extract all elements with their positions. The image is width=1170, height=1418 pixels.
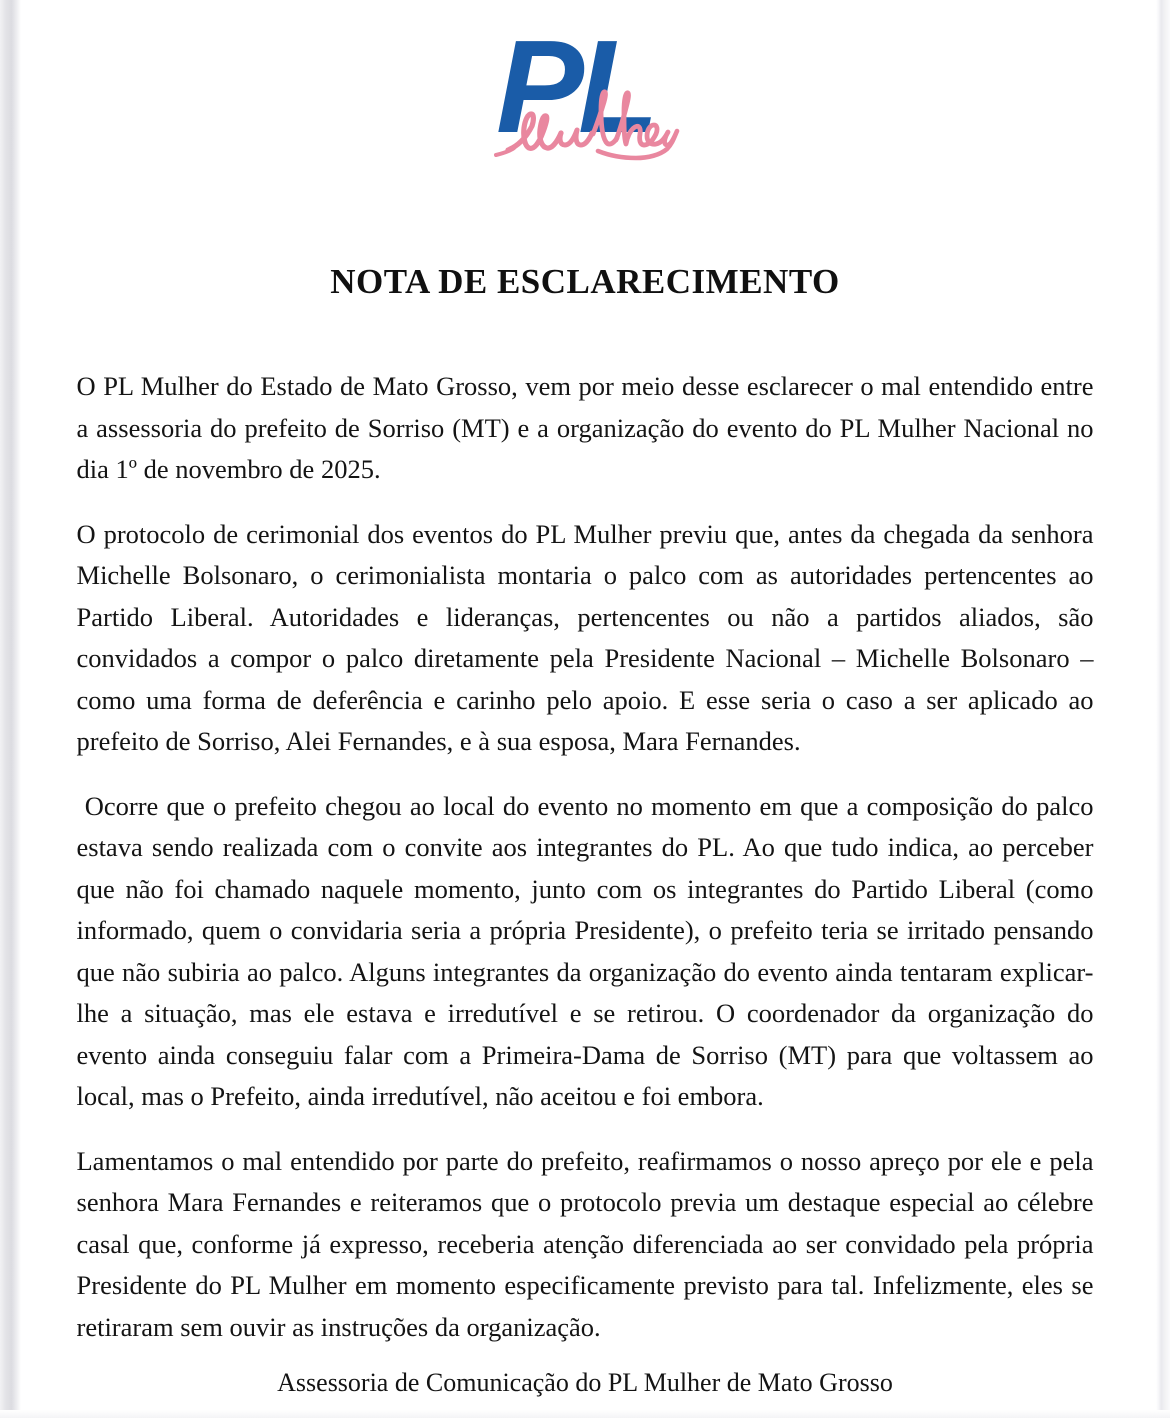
- paragraph-3: Ocorre que o prefeito chegou ao local do evento no momento em que a composição do palco estava sendo realizada com o convite aos integrantes do PL. Ao que tudo indica, ao perceber que não foi chamado naquele momento, junto com os integrantes do Partido Liberal (como informado, quem o convidaria seria a própria Presidente), o prefeito teria se irritado pensando que não subiria ao palco. Alguns integrantes da organização do evento ainda tentaram explicar-lhe a situação, mas ele estava e irredutível e se retirou. O coordenador da organização do evento ainda conseguiu falar com a Primeira-Dama de Sorriso (MT) para que voltassem ao local, mas o Prefeito, ainda irredutível, não aceitou e foi embora.: [76, 790, 1094, 1111]
- pl-mulher-logo-icon: [490, 14, 680, 166]
- logo-header: [0, 0, 1170, 170]
- document-body: [77, 302, 1094, 1348]
- svg-text:PL: PL: [496, 14, 653, 160]
- paragraph-1: O PL Mulher do Estado de Mato Grosso, vem por meio desse esclarecer o mal entendido entre a assessoria do prefeito de Sorriso (MT) e a organização do evento do PL Mulher Nacional no dia 1º de novembro de 2025.: [76, 371, 1094, 484]
- paragraph-4: Lamentamos o mal entendido por parte do prefeito, reafirmamos o nosso apreço por ele e pela senhora Mara Fernandes e reiteramos que o protocolo previa um destaque especial ao célebre casal que, conforme já expresso, receberia atenção diferenciada ao ser convidado pela própria Presidente do PL Mulher em momento especificamente previsto para tal. Infelizmente, eles se retiraram sem ouvir as instruções da organização.: [76, 1145, 1094, 1342]
- page-edge-shadow-bottom: [0, 1410, 1170, 1418]
- paragraph-2: O protocolo de cerimonial dos eventos do PL Mulher previu que, antes da chegada da senhora Michelle Bolsonaro, o cerimonialista montaria o palco com as autoridades pertencentes ao Partido Liberal. Autoridades e lideranças, pertencentes ou não a partidos aliados, são convidados a compor o palco diretamente pela Presidente Nacional – Michelle Bolsonaro – como uma forma de deferência e carinho pelo apoio. E esse seria o caso a ser aplicado ao prefeito de Sorriso, Alei Fernandes, e à sua esposa, Mara Fernandes.: [76, 518, 1094, 756]
- document-footer: Assessoria de Comunicação do PL Mulher de Mato Grosso: [277, 1368, 893, 1397]
- page-title: NOTA DE ESCLARECIMENTO: [330, 262, 840, 301]
